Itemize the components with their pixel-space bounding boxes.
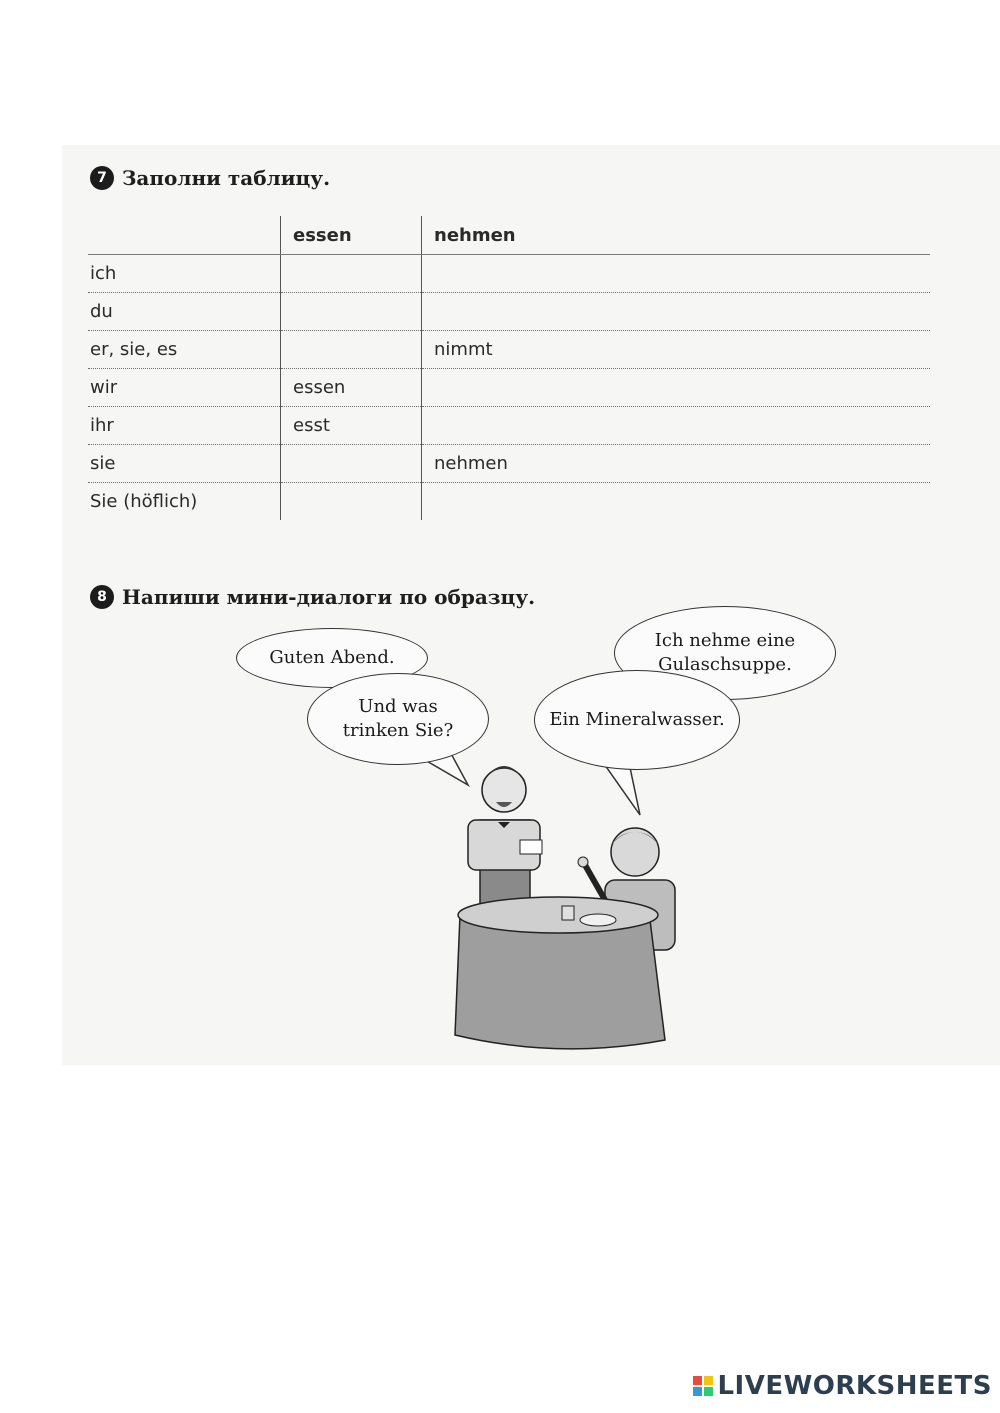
bubble-text: Guten Abend. <box>269 647 395 668</box>
pronoun-cell: ich <box>88 255 281 293</box>
bubble-text: Und was <box>358 696 438 717</box>
bubble-text: trinken Sie? <box>342 720 454 741</box>
table-figure <box>455 897 665 1049</box>
header-nehmen: nehmen <box>422 216 931 255</box>
exercise-8-title: Напиши мини-диалоги по образцу. <box>122 585 536 609</box>
pronoun-cell: ihr <box>88 407 281 445</box>
nehmen-given-cell: nimmt <box>422 331 931 369</box>
waiter-figure <box>468 766 542 910</box>
liveworksheets-logo <box>693 1371 992 1401</box>
exercise-7-title: Заполни таблицу. <box>122 166 331 190</box>
bubble-text: Ich nehme eine <box>654 630 796 651</box>
pronoun-cell: sie <box>88 445 281 483</box>
essen-given-cell: essen <box>281 369 422 407</box>
exercise-number-badge: 8 <box>90 585 114 609</box>
bubble-text: Gulaschsuppe. <box>658 654 792 675</box>
nehmen-given-cell: nehmen <box>422 445 931 483</box>
bubble-text: Ein Mineralwasser. <box>549 709 725 730</box>
brand-name: LIVEWORKSHEETS <box>717 1371 992 1401</box>
pronoun-cell: wir <box>88 369 281 407</box>
pronoun-cell: Sie (höflich) <box>90 491 198 512</box>
restaurant-illustration <box>420 740 700 1060</box>
pronoun-cell: er, sie, es <box>88 331 281 369</box>
pronoun-cell: du <box>88 293 281 331</box>
exercise-number-badge: 7 <box>90 166 114 190</box>
essen-given-cell: esst <box>281 407 422 445</box>
header-essen: essen <box>281 216 422 255</box>
logo-mark-icon <box>693 1376 713 1396</box>
